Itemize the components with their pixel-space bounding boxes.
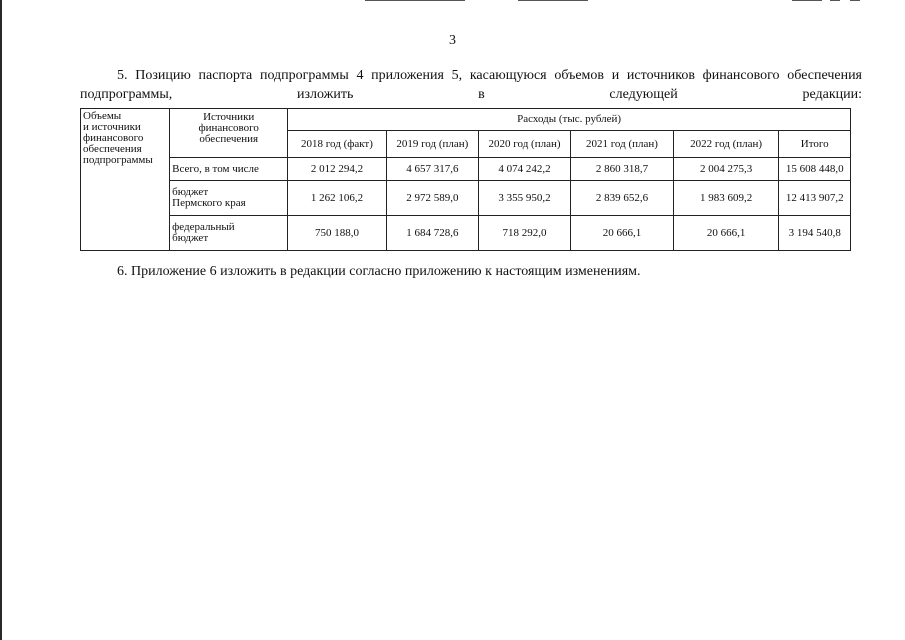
paragraph-6: 6. Приложение 6 изложить в редакции согласно приложению к настоящим изменениям. (117, 264, 641, 279)
funding-table (80, 108, 851, 251)
source-cell: Всего, в том числе (170, 158, 288, 181)
value-cell: 2 012 294,2 (288, 158, 386, 181)
value-cell: 4 657 317,6 (386, 158, 478, 181)
table-row (81, 216, 851, 251)
table-row-label (81, 109, 170, 251)
value-cell: 750 188,0 (288, 216, 386, 251)
page-number: 3 (449, 33, 456, 48)
table-row (81, 181, 851, 216)
source-cell (170, 181, 288, 216)
paragraph-5: 5. Позицию паспорта подпрограммы 4 приложения 5, касающуюся объемов и источников финансового обеспечения подпрограммы, изложить в следующей редакции: (80, 68, 862, 102)
total-cell: 12 413 907,2 (779, 181, 851, 216)
expenses-header: Расходы (тыс. рублей) (288, 109, 851, 131)
value-cell: 4 074 242,2 (478, 158, 570, 181)
scan-mark (792, 0, 822, 1)
table-row (81, 158, 851, 181)
value-cell: 2 860 318,7 (571, 158, 674, 181)
total-header: Итого (779, 131, 851, 158)
source-text: федеральный бюджет (172, 221, 235, 244)
sources-header-text: Источники финансового обеспечения (198, 111, 259, 145)
value-cell: 1 262 106,2 (288, 181, 386, 216)
value-cell: 20 666,1 (673, 216, 779, 251)
total-cell: 15 608 448,0 (779, 158, 851, 181)
source-text: бюджет Пермского края (172, 186, 246, 209)
row-label-text: Объемы и источники финансового обеспечения подпрограммы (83, 110, 153, 166)
value-cell: 718 292,0 (478, 216, 570, 251)
value-cell: 2 839 652,6 (571, 181, 674, 216)
value-cell: 3 355 950,2 (478, 181, 570, 216)
value-cell: 20 666,1 (571, 216, 674, 251)
value-cell: 2 972 589,0 (386, 181, 478, 216)
value-cell: 2 004 275,3 (673, 158, 779, 181)
year-header-2021: 2021 год (план) (571, 131, 674, 158)
year-header-2020: 2020 год (план) (478, 131, 570, 158)
scan-mark (850, 0, 860, 1)
value-cell: 1 684 728,6 (386, 216, 478, 251)
scan-mark (518, 0, 588, 1)
source-cell (170, 216, 288, 251)
scan-mark (830, 0, 840, 1)
year-header-2022: 2022 год (план) (673, 131, 779, 158)
sources-header (170, 109, 288, 158)
page-left-edge (0, 0, 2, 640)
year-header-2019: 2019 год (план) (386, 131, 478, 158)
value-cell: 1 983 609,2 (673, 181, 779, 216)
year-header-2018: 2018 год (факт) (288, 131, 386, 158)
total-cell: 3 194 540,8 (779, 216, 851, 251)
scan-mark (365, 0, 465, 1)
